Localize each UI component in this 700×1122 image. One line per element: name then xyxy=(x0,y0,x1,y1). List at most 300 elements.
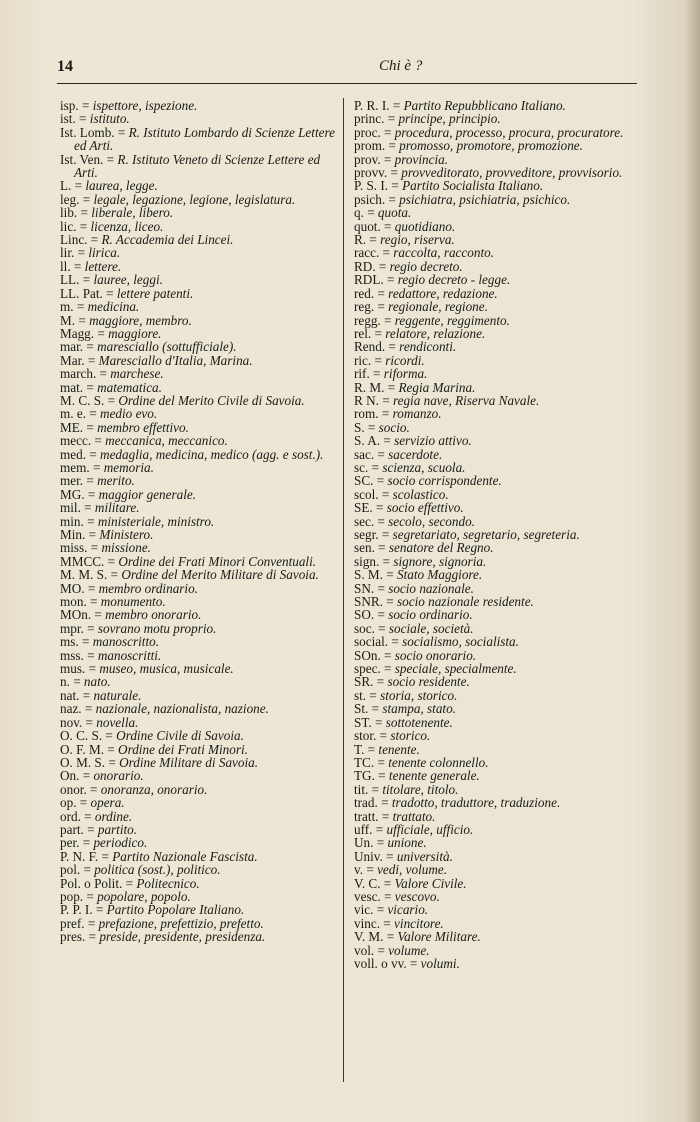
abbreviation-term: ll. = xyxy=(60,258,82,274)
abbreviation-definition: maresciallo (sottufficiale). xyxy=(93,339,237,355)
abbreviation-entry xyxy=(60,394,336,407)
abbreviation-entry xyxy=(60,890,336,903)
abbreviation-term: ME. = xyxy=(60,419,94,435)
abbreviation-definition: romanzo. xyxy=(389,406,442,422)
abbreviation-definition: tenente colonnello. xyxy=(384,754,489,770)
abbreviation-entry xyxy=(354,314,640,327)
abbreviation-definition: Stato Maggiore. xyxy=(393,567,483,583)
abbreviation-term: Univ. = xyxy=(354,848,394,864)
abbreviation-entry xyxy=(354,769,640,782)
abbreviation-entry xyxy=(354,233,640,246)
abbreviation-term: prom. = xyxy=(354,138,396,154)
abbreviation-term: per. = xyxy=(60,835,91,851)
abbreviation-definition: socio corrispondente. xyxy=(384,473,502,489)
abbreviation-entry xyxy=(60,220,336,233)
abbreviation-definition: Ordine dei Frati Minori Conventuali. xyxy=(115,553,317,569)
abbreviation-term: nov. = xyxy=(60,714,93,730)
abbreviation-term: M. = xyxy=(60,312,86,328)
abbreviation-entry xyxy=(60,649,336,662)
abbreviation-term: op. = xyxy=(60,795,88,811)
abbreviation-definition: storico. xyxy=(387,728,431,744)
abbreviation-term: LL. = xyxy=(60,272,91,288)
abbreviation-term: miss. = xyxy=(60,540,99,556)
abbreviation-entry xyxy=(60,461,336,474)
abbreviation-definition: naturale. xyxy=(90,687,142,703)
abbreviation-definition: sociale, società. xyxy=(385,620,474,636)
abbreviation-term: SE. = xyxy=(354,500,384,516)
abbreviation-entry xyxy=(354,474,640,487)
abbreviation-term: vic. = xyxy=(354,902,385,918)
abbreviation-term: naz. = xyxy=(60,701,93,717)
abbreviation-entry xyxy=(60,381,336,394)
abbreviation-definition: popolare, popolo. xyxy=(93,888,191,904)
abbreviation-term: O. F. M. = xyxy=(60,741,115,757)
abbreviation-entry xyxy=(60,716,336,729)
abbreviation-entry xyxy=(354,836,640,849)
abbreviation-term: sac. = xyxy=(354,446,385,462)
abbreviation-definition: procedura, processo, procura, procuratore. xyxy=(391,124,624,140)
abbreviation-term: Ist. Lomb. = xyxy=(60,124,126,140)
abbreviation-definition: prefazione, prefettizio, prefetto. xyxy=(95,915,264,931)
abbreviation-definition: vicario. xyxy=(384,902,429,918)
abbreviation-entry xyxy=(60,126,336,153)
abbreviation-term: regg. = xyxy=(354,312,392,328)
abbreviation-term: P. S. I. = xyxy=(354,178,399,194)
abbreviation-term: mon. = xyxy=(60,594,98,610)
abbreviation-term: tratt. = xyxy=(354,808,390,824)
abbreviation-entry xyxy=(354,595,640,608)
abbreviation-term: ms. = xyxy=(60,634,90,650)
abbreviation-entry xyxy=(354,528,640,541)
abbreviation-entry xyxy=(354,394,640,407)
abbreviation-term: P. P. I. = xyxy=(60,902,104,918)
abbreviation-definition: speciale, specialmente. xyxy=(391,661,517,677)
abbreviation-term: quot. = xyxy=(354,218,392,234)
abbreviation-term: sec. = xyxy=(354,513,385,529)
abbreviation-entry xyxy=(60,206,336,219)
header-rule xyxy=(57,83,637,84)
abbreviation-definition: medio evo. xyxy=(96,406,158,422)
abbreviation-entry xyxy=(60,179,336,192)
abbreviation-term: TG. = xyxy=(354,768,386,784)
abbreviation-definition: lettere. xyxy=(81,258,122,274)
abbreviation-term: Pol. o Polit. = xyxy=(60,875,134,891)
abbreviation-entry xyxy=(60,877,336,890)
abbreviation-definition: preside, presidente, presidenza. xyxy=(96,929,266,945)
abbreviation-entry xyxy=(354,501,640,514)
abbreviation-definition: merito. xyxy=(93,473,135,489)
abbreviation-entry xyxy=(60,783,336,796)
abbreviation-definition: marchese. xyxy=(106,366,164,382)
abbreviation-term: m. e. = xyxy=(60,406,97,422)
abbreviation-definition: periodico. xyxy=(90,835,148,851)
abbreviation-entry xyxy=(354,112,640,125)
abbreviation-entry xyxy=(60,515,336,528)
abbreviation-term: princ. = xyxy=(354,111,396,127)
abbreviation-entry xyxy=(354,220,640,233)
abbreviation-definition: maggior generale. xyxy=(95,486,197,502)
abbreviation-definition: maggiore. xyxy=(104,325,162,341)
abbreviation-entry xyxy=(60,354,336,367)
abbreviation-entry xyxy=(60,796,336,809)
abbreviation-entry xyxy=(354,206,640,219)
abbreviation-entry xyxy=(60,662,336,675)
abbreviation-entry xyxy=(60,300,336,313)
abbreviation-term: mat. = xyxy=(60,379,94,395)
abbreviation-definition: monumento. xyxy=(97,594,166,610)
abbreviation-term: Linc. = xyxy=(60,232,99,248)
abbreviation-entry xyxy=(354,796,640,809)
abbreviation-definition: onorario. xyxy=(90,768,144,784)
abbreviation-term: SOn. = xyxy=(354,647,392,663)
abbreviation-definition: regio decreto - legge. xyxy=(394,272,511,288)
abbreviation-definition: stampa, stato. xyxy=(379,701,456,717)
abbreviation-definition: titolare, titolo. xyxy=(379,781,459,797)
abbreviation-term: O. C. S. = xyxy=(60,728,113,744)
abbreviation-definition: Regia Marina. xyxy=(395,379,476,395)
abbreviation-term: q. = xyxy=(354,205,375,221)
abbreviation-entry xyxy=(354,179,640,192)
abbreviation-entry xyxy=(60,474,336,487)
abbreviation-term: racc. = xyxy=(354,245,390,261)
abbreviation-entry xyxy=(60,689,336,702)
abbreviation-definition: rendiconti. xyxy=(395,339,457,355)
abbreviation-definition: manoscritto. xyxy=(89,634,160,650)
abbreviation-definition: secolo, secondo. xyxy=(384,513,475,529)
abbreviation-entry xyxy=(354,944,640,957)
abbreviation-entry xyxy=(60,622,336,635)
abbreviation-term: mss. = xyxy=(60,647,95,663)
abbreviation-definition: Partito Nazionale Fascista. xyxy=(108,848,258,864)
abbreviation-term: Ist. Ven. = xyxy=(60,151,115,167)
abbreviation-term: lir. = xyxy=(60,245,86,261)
abbreviation-definition: tenente. xyxy=(375,741,420,757)
abbreviation-definition: socio residente. xyxy=(384,674,470,690)
abbreviation-definition: ordine. xyxy=(91,808,133,824)
abbreviation-definition: membro onorario. xyxy=(101,607,202,623)
abbreviation-definition: regio, riserva. xyxy=(376,232,455,248)
abbreviation-term: provv. = xyxy=(354,165,398,181)
abbreviation-term: SO. = xyxy=(354,607,385,623)
abbreviation-entry xyxy=(60,421,336,434)
abbreviation-term: R. = xyxy=(354,232,377,248)
abbreviation-term: v. = xyxy=(354,862,374,878)
abbreviation-entry xyxy=(354,957,640,970)
abbreviation-definition: lettere patenti. xyxy=(113,285,194,301)
abbreviation-entry xyxy=(354,407,640,420)
abbreviation-definition: partito. xyxy=(94,821,138,837)
abbreviation-definition: socio ordinario. xyxy=(384,607,473,623)
abbreviation-definition: istituto. xyxy=(86,111,130,127)
abbreviation-term: P. R. I. = xyxy=(354,98,401,113)
abbreviation-entry xyxy=(60,407,336,420)
abbreviation-term: voll. o vv. = xyxy=(354,956,418,971)
abbreviation-term: RD. = xyxy=(354,258,387,274)
abbreviation-term: Magg. = xyxy=(60,325,105,341)
abbreviation-entry xyxy=(354,287,640,300)
abbreviation-entry xyxy=(60,702,336,715)
abbreviation-entry xyxy=(354,568,640,581)
abbreviation-definition: nato. xyxy=(80,674,111,690)
abbreviation-term: MO. = xyxy=(60,580,96,596)
abbreviation-term: vesc. = xyxy=(354,888,392,904)
abbreviation-definition: vincitore. xyxy=(390,915,444,931)
abbreviation-definition: università. xyxy=(393,848,453,864)
abbreviation-term: pres. = xyxy=(60,929,97,945)
abbreviation-definition: scienza, scuola. xyxy=(379,459,466,475)
abbreviation-definition: regio decreto. xyxy=(386,258,463,274)
abbreviation-entry xyxy=(60,153,336,180)
abbreviation-term: mus. = xyxy=(60,661,97,677)
abbreviation-entry xyxy=(354,246,640,259)
abbreviation-entry xyxy=(60,340,336,353)
abbreviation-term: march. = xyxy=(60,366,107,382)
abbreviation-definition: ricordi. xyxy=(381,352,425,368)
abbreviation-term: scol. = xyxy=(354,486,390,502)
abbreviation-definition: membro effettivo. xyxy=(93,419,189,435)
abbreviation-term: uff. = xyxy=(354,821,384,837)
abbreviation-definition: senatore del Regno. xyxy=(385,540,494,556)
abbreviation-entry xyxy=(354,99,640,112)
abbreviation-definition: socio nazionale. xyxy=(384,580,474,596)
abbreviation-entry xyxy=(354,917,640,930)
abbreviation-term: sen. = xyxy=(354,540,386,556)
abbreviation-term: LL. Pat. = xyxy=(60,285,114,301)
abbreviation-definition: volumi. xyxy=(417,956,460,971)
abbreviation-entry xyxy=(354,635,640,648)
abbreviation-definition: matematica. xyxy=(93,379,162,395)
abbreviation-entry xyxy=(60,930,336,943)
abbreviation-definition: ufficiale, ufficio. xyxy=(383,821,474,837)
abbreviation-entry xyxy=(354,930,640,943)
abbreviation-entry xyxy=(60,233,336,246)
abbreviation-entry xyxy=(60,246,336,259)
abbreviation-term: T. = xyxy=(354,741,376,757)
abbreviation-definition: lauree, leggi. xyxy=(90,272,163,288)
abbreviation-definition: opera. xyxy=(87,795,125,811)
abbreviation-definition: tradotto, traduttore, traduzione. xyxy=(388,795,561,811)
abbreviation-entry xyxy=(60,917,336,930)
abbreviation-definition: lirica. xyxy=(85,245,121,261)
abbreviation-definition: scolastico. xyxy=(389,486,449,502)
abbreviation-definition: Ordine Militare di Savoia. xyxy=(115,754,259,770)
abbreviation-definition: laurea, legge. xyxy=(82,178,158,194)
abbreviation-entry xyxy=(354,515,640,528)
abbreviation-entry xyxy=(60,769,336,782)
abbreviation-term: M. C. S. = xyxy=(60,392,116,408)
abbreviation-term: prov. = xyxy=(354,151,392,167)
abbreviation-entry xyxy=(60,488,336,501)
abbreviation-entry xyxy=(60,327,336,340)
abbreviation-entry xyxy=(60,501,336,514)
abbreviation-definition: signore, signoria. xyxy=(390,553,487,569)
abbreviation-term: M. M. S. = xyxy=(60,567,119,583)
abbreviation-term: mar. = xyxy=(60,339,94,355)
abbreviation-entry xyxy=(60,903,336,916)
abbreviation-entry xyxy=(354,555,640,568)
abbreviation-term: isp. = xyxy=(60,98,90,113)
abbreviation-entry xyxy=(354,300,640,313)
abbreviation-entry xyxy=(60,568,336,581)
abbreviation-entry xyxy=(354,139,640,152)
abbreviation-entry xyxy=(60,743,336,756)
abbreviation-term: stor. = xyxy=(354,728,388,744)
abbreviation-definition: socio. xyxy=(375,419,410,435)
abbreviation-definition: Ordine Civile di Savoia. xyxy=(112,728,244,744)
abbreviation-term: med. = xyxy=(60,446,97,462)
abbreviation-definition: novella. xyxy=(92,714,139,730)
abbreviation-term: nat. = xyxy=(60,687,91,703)
abbreviation-entry xyxy=(354,743,640,756)
abbreviation-term: ric. = xyxy=(354,352,382,368)
abbreviation-entry xyxy=(354,810,640,823)
abbreviation-entry xyxy=(354,716,640,729)
abbreviation-term: MMCC. = xyxy=(60,553,116,569)
abbreviation-entry xyxy=(60,823,336,836)
abbreviation-term: pop. = xyxy=(60,888,94,904)
abbreviation-definition: Valore Militare. xyxy=(394,929,481,945)
abbreviation-term: lic. = xyxy=(60,218,88,234)
abbreviation-term: R N. = xyxy=(354,392,390,408)
abbreviation-term: SC. = xyxy=(354,473,385,489)
abbreviation-definition: memoria. xyxy=(100,459,154,475)
abbreviation-definition: Ordine del Merito Civile di Savoia. xyxy=(115,392,305,408)
abbreviation-definition: membro ordinario. xyxy=(95,580,198,596)
abbreviation-entry xyxy=(60,273,336,286)
abbreviation-entry xyxy=(60,528,336,541)
abbreviation-term: St. = xyxy=(354,701,380,717)
abbreviation-entry xyxy=(354,327,640,340)
abbreviations-column-right xyxy=(354,99,640,970)
abbreviation-definition: licenza, liceo. xyxy=(87,218,164,234)
abbreviation-entry xyxy=(354,340,640,353)
abbreviation-term: RDL. = xyxy=(354,272,395,288)
abbreviation-term: lib. = xyxy=(60,205,88,221)
abbreviation-entry xyxy=(60,541,336,554)
abbreviation-definition: promosso, promotore, promozione. xyxy=(395,138,583,154)
abbreviation-term: rif. = xyxy=(354,366,381,382)
abbreviation-term: min. = xyxy=(60,513,95,529)
abbreviation-definition: liberale, libero. xyxy=(87,205,174,221)
abbreviation-entry xyxy=(354,903,640,916)
abbreviation-entry xyxy=(354,850,640,863)
abbreviation-entry xyxy=(60,193,336,206)
abbreviation-term: trad. = xyxy=(354,795,389,811)
abbreviation-definition: Maresciallo d'Italia, Marina. xyxy=(95,352,253,368)
abbreviation-term: onor. = xyxy=(60,781,98,797)
abbreviation-term: On. = xyxy=(60,768,91,784)
abbreviation-entry xyxy=(60,314,336,327)
abbreviation-definition: militare. xyxy=(91,500,140,516)
abbreviation-entry xyxy=(354,260,640,273)
abbreviation-entry xyxy=(354,166,640,179)
abbreviation-entry xyxy=(354,689,640,702)
abbreviation-entry xyxy=(354,461,640,474)
abbreviation-definition: sovrano motu proprio. xyxy=(94,620,217,636)
abbreviation-entry xyxy=(354,434,640,447)
abbreviation-entry xyxy=(354,448,640,461)
abbreviation-definition: servizio attivo. xyxy=(390,433,472,449)
abbreviation-definition: tenente generale. xyxy=(385,768,480,784)
abbreviation-definition: trattato. xyxy=(389,808,436,824)
abbreviation-entry xyxy=(60,595,336,608)
abbreviation-definition: R. Istituto Veneto di Scienze Lettere ed Arti. xyxy=(74,151,321,181)
abbreviation-definition: medaglia, medicina, medico (agg. e sost.). xyxy=(96,446,324,462)
abbreviation-entry xyxy=(60,555,336,568)
abbreviation-entry xyxy=(354,729,640,742)
abbreviation-entry xyxy=(354,702,640,715)
abbreviation-term: proc. = xyxy=(354,124,392,140)
abbreviation-definition: socialismo, socialista. xyxy=(398,634,519,650)
abbreviation-entry xyxy=(354,783,640,796)
abbreviation-term: mem. = xyxy=(60,459,101,475)
abbreviation-term: SR. = xyxy=(354,674,385,690)
abbreviation-term: Min. = xyxy=(60,527,97,542)
abbreviation-term: sc. = xyxy=(354,459,380,475)
abbreviation-definition: quota. xyxy=(374,205,412,221)
abbreviation-definition: socio onorario. xyxy=(391,647,477,663)
abbreviation-entry xyxy=(60,635,336,648)
page-edge-shadow xyxy=(684,0,700,1122)
abbreviation-term: V. C. = xyxy=(354,875,392,891)
abbreviation-term: S. M. = xyxy=(354,567,394,583)
abbreviation-term: MOn. = xyxy=(60,607,102,623)
abbreviation-term: S. = xyxy=(354,419,376,435)
abbreviation-term: soc. = xyxy=(354,620,386,636)
abbreviation-term: mpr. = xyxy=(60,620,95,636)
abbreviation-definition: onoranza, onorario. xyxy=(97,781,208,797)
abbreviation-term: pref. = xyxy=(60,915,96,931)
abbreviation-entry xyxy=(354,354,640,367)
column-divider xyxy=(343,98,344,1082)
abbreviation-definition: redattore, redazione. xyxy=(384,285,498,301)
abbreviation-term: ord. = xyxy=(60,808,92,824)
abbreviation-entry xyxy=(60,608,336,621)
abbreviation-entry xyxy=(354,877,640,890)
abbreviation-term: P. N. F. = xyxy=(60,848,109,864)
abbreviation-entry xyxy=(354,193,640,206)
running-head: Chi è ? xyxy=(379,58,423,74)
abbreviation-entry xyxy=(60,434,336,447)
abbreviation-definition: provveditorato, provveditore, provvisorio. xyxy=(397,165,623,181)
abbreviation-definition: socio nazionale residente. xyxy=(393,594,534,610)
abbreviation-definition: ministeriale, ministro. xyxy=(94,513,215,529)
abbreviation-definition: Ministero. xyxy=(96,527,154,542)
abbreviation-entry xyxy=(354,863,640,876)
abbreviation-term: ST. = xyxy=(354,714,383,730)
abbreviation-term: rom. = xyxy=(354,406,390,422)
abbreviation-term: ist. = xyxy=(60,111,87,127)
abbreviation-term: m. = xyxy=(60,299,85,315)
abbreviation-definition: R. Accademia dei Lincei. xyxy=(98,232,234,248)
page-header xyxy=(57,58,637,80)
abbreviation-term: segr. = xyxy=(354,527,390,542)
abbreviation-term: part. = xyxy=(60,821,95,837)
abbreviation-term: vinc. = xyxy=(354,915,391,931)
abbreviation-definition: sacerdote. xyxy=(384,446,443,462)
abbreviation-definition: maggiore, membro. xyxy=(85,312,192,328)
abbreviation-entry xyxy=(60,287,336,300)
abbreviation-definition: meccanica, meccanico. xyxy=(101,433,228,449)
page-number: 14 xyxy=(57,58,73,75)
abbreviation-definition: ispettore, ispezione. xyxy=(89,98,198,113)
abbreviation-term: mil. = xyxy=(60,500,92,516)
abbreviation-definition: regia nave, Riserva Navale. xyxy=(389,392,540,408)
abbreviation-entry xyxy=(60,448,336,461)
abbreviation-entry xyxy=(60,582,336,595)
abbreviation-definition: Ordine dei Frati Minori. xyxy=(114,741,248,757)
abbreviation-entry xyxy=(60,99,336,112)
